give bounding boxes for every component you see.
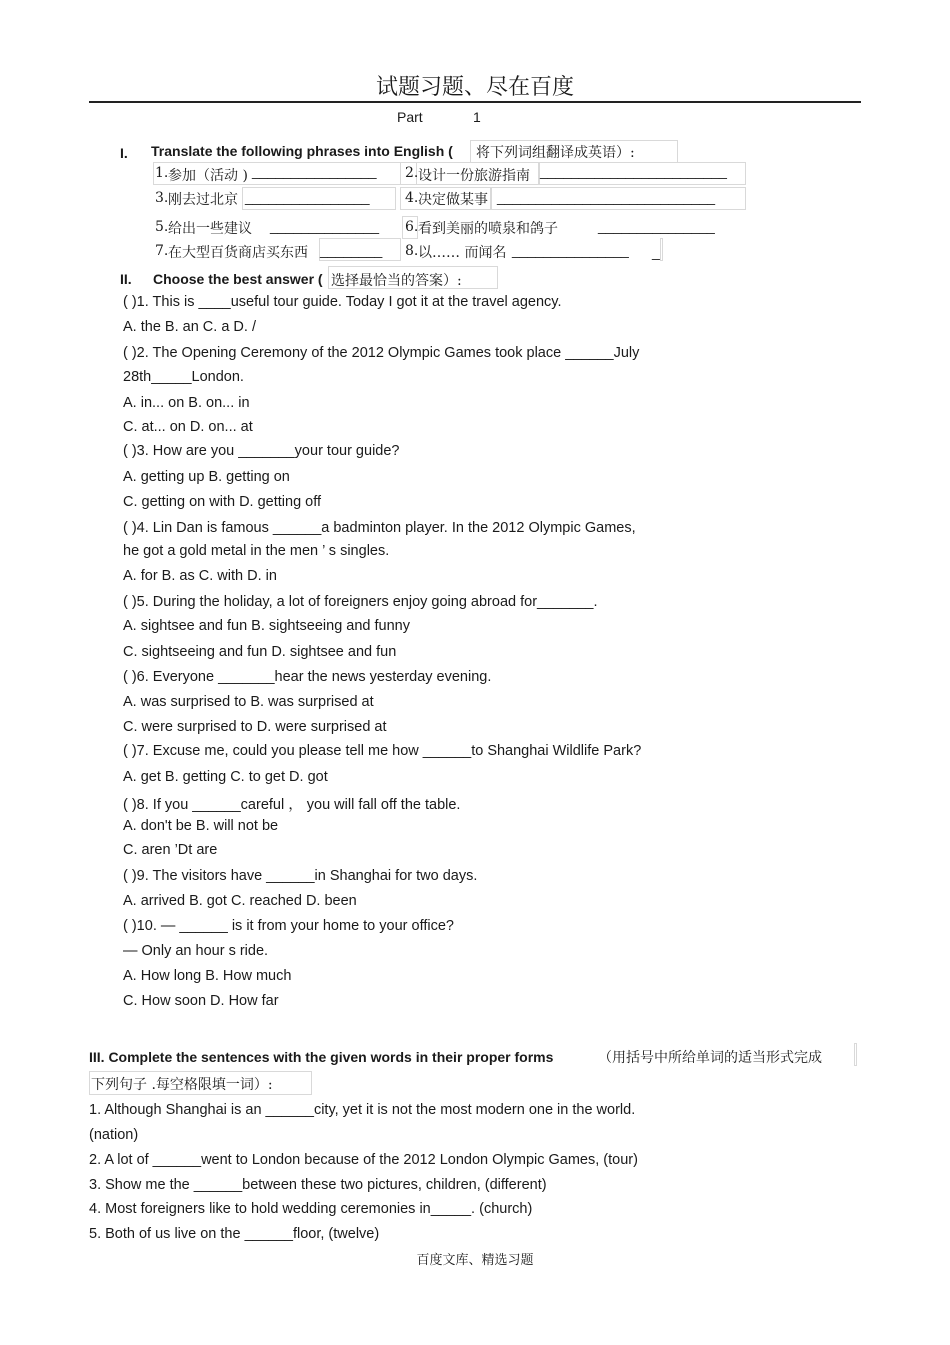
option-line: A. get B. getting C. to get D. got: [123, 769, 328, 785]
option-line: C. getting on with D. getting off: [123, 494, 322, 510]
part-label: Part: [397, 109, 423, 125]
phrase-item-5-number: 5.: [155, 219, 169, 235]
question-line: ( )4. Lin Dan is famous ______a badminton player. In the 2012 Olympic Games,: [123, 520, 636, 536]
section-3-title-cn: （用括号中所给单词的适当形式完成: [598, 1050, 822, 1066]
phrase-item-3-text: 刚去过北京: [168, 192, 238, 208]
option-line: A. was surprised to B. was surprised at: [123, 694, 374, 710]
option-line: A. don't be B. will not be: [123, 818, 279, 834]
option-line: C. at... on D. on... at: [123, 419, 253, 435]
sentence-line: 5. Both of us live on the ______floor, (twelve): [89, 1226, 380, 1242]
answer-blank-1[interactable]: ________________: [252, 163, 377, 179]
phrase-item-6-text: 看到美丽的喷泉和鸽子: [418, 221, 558, 237]
phrase-item-8-number: 8.: [405, 243, 419, 259]
section-3-title-cn-continued: 下列句子 .每空格限填一词）:: [91, 1077, 273, 1093]
trailing-dash: _: [652, 244, 660, 260]
question-line: ( )7. Excuse me, could you please tell me how ______to Shanghai Wildlife Park?: [123, 743, 642, 759]
option-line: A. for B. as C. with D. in: [123, 568, 277, 584]
sentence-line: 1. Although Shanghai is an ______city, yet it is not the most modern one in the world.: [89, 1102, 636, 1118]
answer-blank-4[interactable]: ____________________________: [497, 189, 716, 205]
phrase-item-4-text: 决定做某事: [418, 192, 488, 208]
section-2-title-cn: 选择最恰当的答案）:: [331, 273, 462, 289]
phrase-item-2-number: 2.: [405, 165, 419, 181]
section-2-number: II.: [120, 271, 132, 287]
option-line: A. How long B. How much: [123, 968, 292, 984]
option-line: A. getting up B. getting on: [123, 469, 290, 485]
option-line: C. aren ’Dt are: [123, 842, 218, 858]
question-line: ( )1. This is ____useful tour guide. Today I got it at the travel agency.: [123, 294, 562, 310]
question-line: — Only an hour s ride.: [123, 943, 269, 959]
sentence-line: 4. Most foreigners like to hold wedding ceremonies in_____. (church): [89, 1201, 533, 1217]
option-line: C. sightseeing and fun D. sightsee and fun: [123, 644, 397, 660]
page-title: 试题习题、尽在百度: [375, 75, 574, 100]
section-2-title: Choose the best answer (: [153, 271, 323, 287]
answer-blank-2[interactable]: ________________________: [540, 163, 727, 179]
sentence-line: 3. Show me the ______between these two pictures, children, (different): [89, 1177, 547, 1193]
question-line: ( )10. — ______ is it from your home to your office?: [123, 918, 454, 934]
section-1-title-cn: 将下列词组翻译成英语）:: [476, 145, 635, 161]
option-line: A. sightsee and fun B. sightseeing and funny: [123, 618, 410, 634]
phrase-item-1-text: 参加（活动 ): [168, 168, 248, 184]
option-line: C. How soon D. How far: [123, 993, 279, 1009]
phrase-item-7-text: 在大型百货商店买东西: [168, 245, 308, 261]
question-line: ( )9. The visitors have ______in Shanghai for two days.: [123, 868, 478, 884]
phrase-item-3-number: 3.: [155, 190, 169, 206]
phrase-item-6-number: 6.: [405, 219, 419, 235]
phrase-item-4-number: 4.: [405, 190, 419, 206]
option-line: A. arrived B. got C. reached D. been: [123, 893, 357, 909]
question-line: ( )5. During the holiday, a lot of foreigners enjoy going abroad for_______.: [123, 594, 598, 610]
answer-blank-8[interactable]: _______________: [512, 242, 629, 258]
question-line: ( )8. If you ______careful ， you will fall off the table.: [123, 797, 461, 813]
answer-blank-3[interactable]: ________________: [245, 189, 370, 205]
phrase-item-1-number: 1.: [155, 165, 169, 181]
form-field-box: [660, 238, 663, 261]
form-field-box: [854, 1043, 857, 1066]
option-line: A. the B. an C. a D. /: [123, 319, 256, 335]
option-line: C. were surprised to D. were surprised at: [123, 719, 387, 735]
question-line: ( )2. The Opening Ceremony of the 2012 Olympic Games took place ______July: [123, 345, 640, 361]
question-line: he got a gold metal in the men ’ s singles.: [123, 543, 390, 559]
answer-blank-5[interactable]: ______________: [270, 218, 380, 234]
answer-blank-6[interactable]: _______________: [598, 218, 715, 234]
question-line: ( )6. Everyone _______hear the news yesterday evening.: [123, 669, 492, 685]
section-3-title: III. Complete the sentences with the given words in their proper forms: [89, 1049, 554, 1065]
phrase-item-7-number: 7.: [155, 243, 169, 259]
option-line: A. in... on B. on... in: [123, 395, 250, 411]
phrase-item-8-text: 以…… 而闻名: [418, 245, 507, 261]
part-number: 1: [473, 109, 481, 125]
phrase-item-5-text: 给出一些建议: [168, 221, 252, 237]
sentence-line: 2. A lot of ______went to London because of the 2012 London Olympic Games, (tour): [89, 1152, 638, 1168]
header-divider: [89, 101, 861, 103]
sentence-line: (nation): [89, 1127, 139, 1143]
section-1-number: I.: [120, 145, 128, 161]
section-1-title: Translate the following phrases into English (: [151, 143, 453, 159]
question-line: ( )3. How are you _______your tour guide?: [123, 443, 400, 459]
answer-blank-7[interactable]: ________: [320, 242, 383, 258]
phrase-item-2-text: 设计一份旅游指南: [418, 168, 530, 184]
page-footer: 百度文库、精选习题: [416, 1253, 534, 1268]
question-line: 28th_____London.: [123, 369, 244, 385]
